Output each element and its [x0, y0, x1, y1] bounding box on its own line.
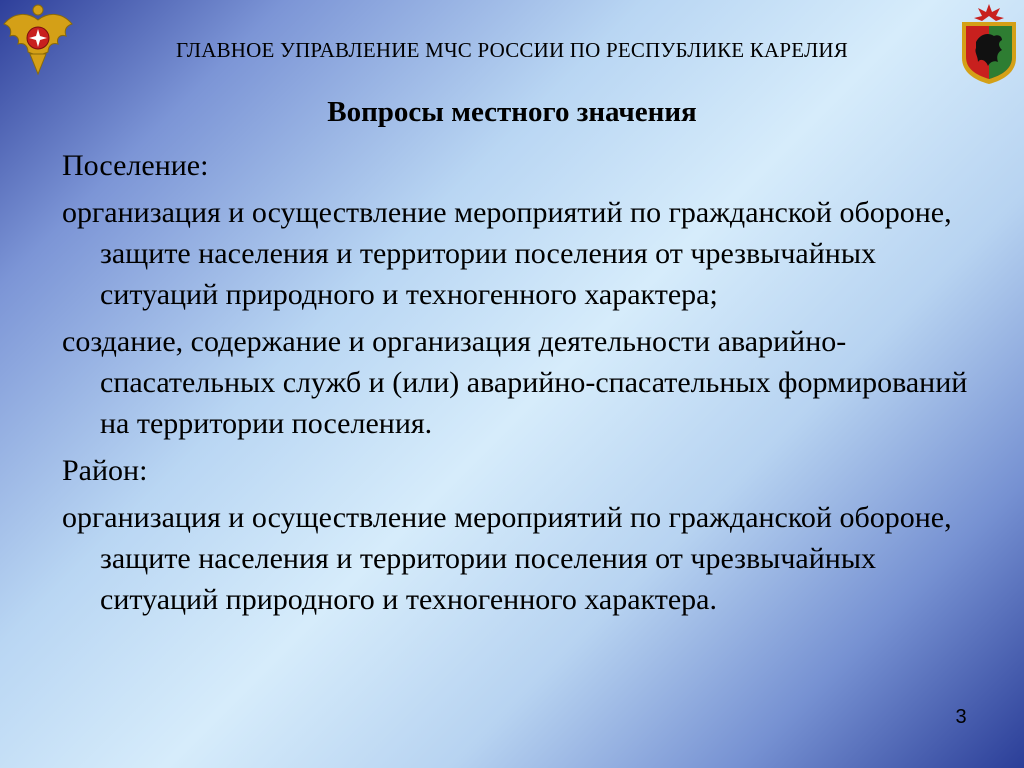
settlement-item-2: создание, содержание и организация деятельности аварийно-спасательных служб и (или) аварийно-спасательных формирований на территории поселения.	[62, 325, 968, 440]
slide-title: Вопросы местного значения	[327, 96, 697, 128]
district-heading: Район:	[62, 454, 148, 487]
settlement-item-1: организация и осуществление мероприятий по гражданской обороне, защите населения и территории поселения от чрезвычайных ситуаций природного и техногенного характера;	[62, 196, 952, 311]
settlement-heading: Поселение:	[62, 149, 209, 182]
slide-content	[62, 145, 982, 626]
district-item-1: организация и осуществление мероприятий по гражданской обороне, защите населения и территории поселения от чрезвычайных ситуаций природного и техногенного характера.	[62, 501, 952, 616]
page-number: 3	[955, 706, 967, 728]
organization-header: ГЛАВНОЕ УПРАВЛЕНИЕ МЧС РОССИИ ПО РЕСПУБЛИКЕ КАРЕЛИЯ	[176, 38, 848, 62]
